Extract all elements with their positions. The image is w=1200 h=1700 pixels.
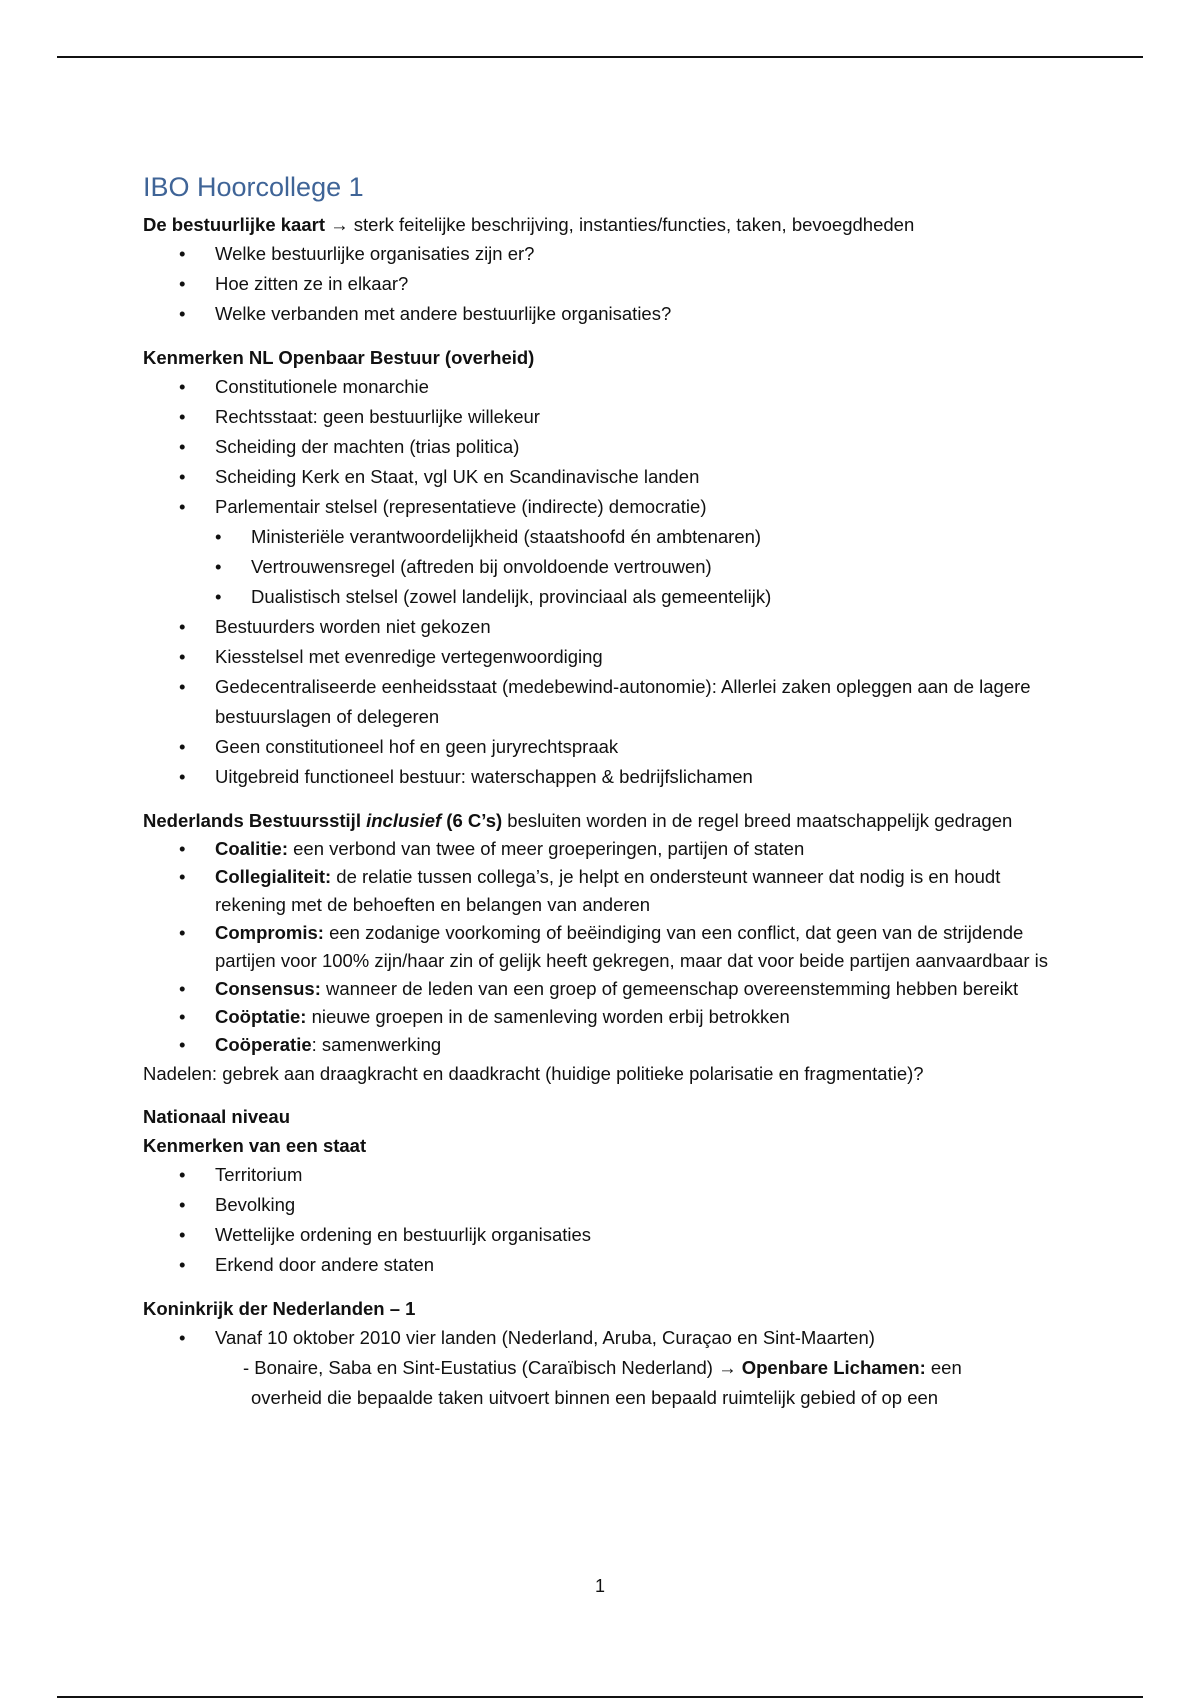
kenmerken-list (143, 372, 1063, 792)
list-item: • Welke verbanden met andere bestuurlijke organisaties? (143, 299, 1063, 329)
list-item: • Wettelijke ordening en bestuurlijk organisaties (143, 1220, 1063, 1250)
section-heading-koninkrijk (143, 1294, 1063, 1323)
term: Coöptatie: (215, 1006, 307, 1027)
section-heading-kenmerken (143, 343, 1063, 372)
list-item (143, 1003, 1063, 1031)
list-item: • Constitutionele monarchie (143, 372, 1063, 402)
page-title: IBO Hoorcollege 1 (143, 172, 364, 202)
list-item: • Vanaf 10 oktober 2010 vier landen (Nederland, Aruba, Curaçao en Sint-Maarten) (143, 1323, 1063, 1353)
sub-continuation: overheid die bepaalde taken uitvoert binnen een bepaald ruimtelijk gebied of op een (251, 1387, 939, 1408)
stijl-list (143, 835, 1063, 1059)
heading-text: Nederlands Bestuursstijl (143, 810, 367, 831)
heading-text: Kenmerken van een staat (143, 1135, 367, 1156)
definition: wanneer de leden van een groep of gemeenschap overeenstemming hebben bereikt (320, 978, 1019, 999)
heading-text: Nationaal niveau (143, 1106, 291, 1127)
header-rule (57, 56, 1143, 58)
sub-list-item: • Vertrouwensregel (aftreden bij onvoldoende vertrouwen) (143, 552, 1063, 582)
list-item: • Uitgebreid functioneel bestuur: waterschappen & bedrijfslichamen (143, 762, 1063, 792)
list-item: • Parlementair stelsel (representatieve (indirecte) democratie) (143, 492, 1063, 522)
arrow-icon: → (330, 214, 349, 235)
list-item (143, 863, 1063, 919)
list-item (143, 919, 1063, 975)
list-item: • Scheiding der machten (trias politica) (143, 432, 1063, 462)
nadelen-line: Nadelen: gebrek aan draagkracht en daadkracht (huidige politieke polarisatie en fragmentatie)? (143, 1063, 924, 1084)
heading-rest: besluiten worden in de regel breed maatschappelijk gedragen (502, 810, 1013, 831)
list-item: • Gedecentraliseerde eenheidsstaat (medebewind-autonomie): Allerlei zaken opleggen aan de lagere bestuurslagen of delegeren (143, 672, 1063, 732)
section-heading-stijl (143, 806, 1063, 835)
section-heading-nationaal (143, 1102, 1063, 1131)
definition: een zodanige voorkoming of beëindiging van een conflict, dat geen van de strijdende partijen voor 100% zijn/haar zin of gelijk heeft gekregen, maar dat voor beide partijen aanvaardbaar is (215, 922, 1048, 971)
list-item: • Bevolking (143, 1190, 1063, 1220)
sub-prefix: - Bonaire, Saba en Sint-Eustatius (Caraïbisch Nederland) (243, 1357, 719, 1378)
list-item: • Kiesstelsel met evenredige vertegenwoordiging (143, 642, 1063, 672)
subheading-staat (143, 1131, 1063, 1160)
list-item: • Bestuurders worden niet gekozen (143, 612, 1063, 642)
koninkrijk-sub-paragraph (143, 1353, 1063, 1413)
list-item: • Erkend door andere staten (143, 1250, 1063, 1280)
page-number: 1 (594, 1576, 605, 1596)
sub-list-item: • Dualistisch stelsel (zowel landelijk, provinciaal als gemeentelijk) (143, 582, 1063, 612)
intro-line (143, 210, 1063, 239)
intro-label: De bestuurlijke kaart (143, 214, 325, 235)
heading-text: Koninkrijk der Nederlanden – 1 (143, 1298, 416, 1319)
document-body (143, 168, 1063, 1413)
heading-text-2: (6 C’s) (441, 810, 503, 831)
intro-text: sterk feitelijke beschrijving, instanties/functies, taken, bevoegdheden (348, 214, 915, 235)
intro-list (143, 239, 1063, 329)
term: Consensus: (215, 978, 321, 999)
heading-italic: inclusief (366, 810, 442, 831)
list-item: • Hoe zitten ze in elkaar? (143, 269, 1063, 299)
list-item (143, 835, 1063, 863)
definition: : samenwerking (311, 1034, 442, 1055)
list-item: • Welke bestuurlijke organisaties zijn er? (143, 239, 1063, 269)
definition: een verbond van twee of meer groeperingen, partijen of staten (287, 838, 805, 859)
sub-term: Openbare Lichamen: (736, 1357, 926, 1378)
arrow-icon: → (718, 1357, 737, 1378)
term: Coalitie: (215, 838, 288, 859)
term: Coöperatie (215, 1034, 312, 1055)
list-item: • Territorium (143, 1160, 1063, 1190)
heading-text: Kenmerken NL Openbaar Bestuur (overheid) (143, 347, 535, 368)
definition: de relatie tussen collega’s, je helpt en ondersteunt wanneer dat nodig is en houdt rekening met de behoeften en belangen van anderen (215, 866, 1001, 915)
footer-rule (57, 1696, 1143, 1698)
sub-list-item: • Ministeriële verantwoordelijkheid (staatshoofd én ambtenaren) (143, 522, 1063, 552)
term: Compromis: (215, 922, 324, 943)
term: Collegialiteit: (215, 866, 332, 887)
staat-list (143, 1160, 1063, 1280)
koninkrijk-list (143, 1323, 1063, 1353)
list-item (143, 1031, 1063, 1059)
list-item: • Geen constitutioneel hof en geen juryrechtspraak (143, 732, 1063, 762)
sub-text: een (925, 1357, 962, 1378)
list-item: • Scheiding Kerk en Staat, vgl UK en Scandinavische landen (143, 462, 1063, 492)
list-item: • Rechtsstaat: geen bestuurlijke willekeur (143, 402, 1063, 432)
list-item (143, 975, 1063, 1003)
definition: nieuwe groepen in de samenleving worden erbij betrokken (306, 1006, 790, 1027)
